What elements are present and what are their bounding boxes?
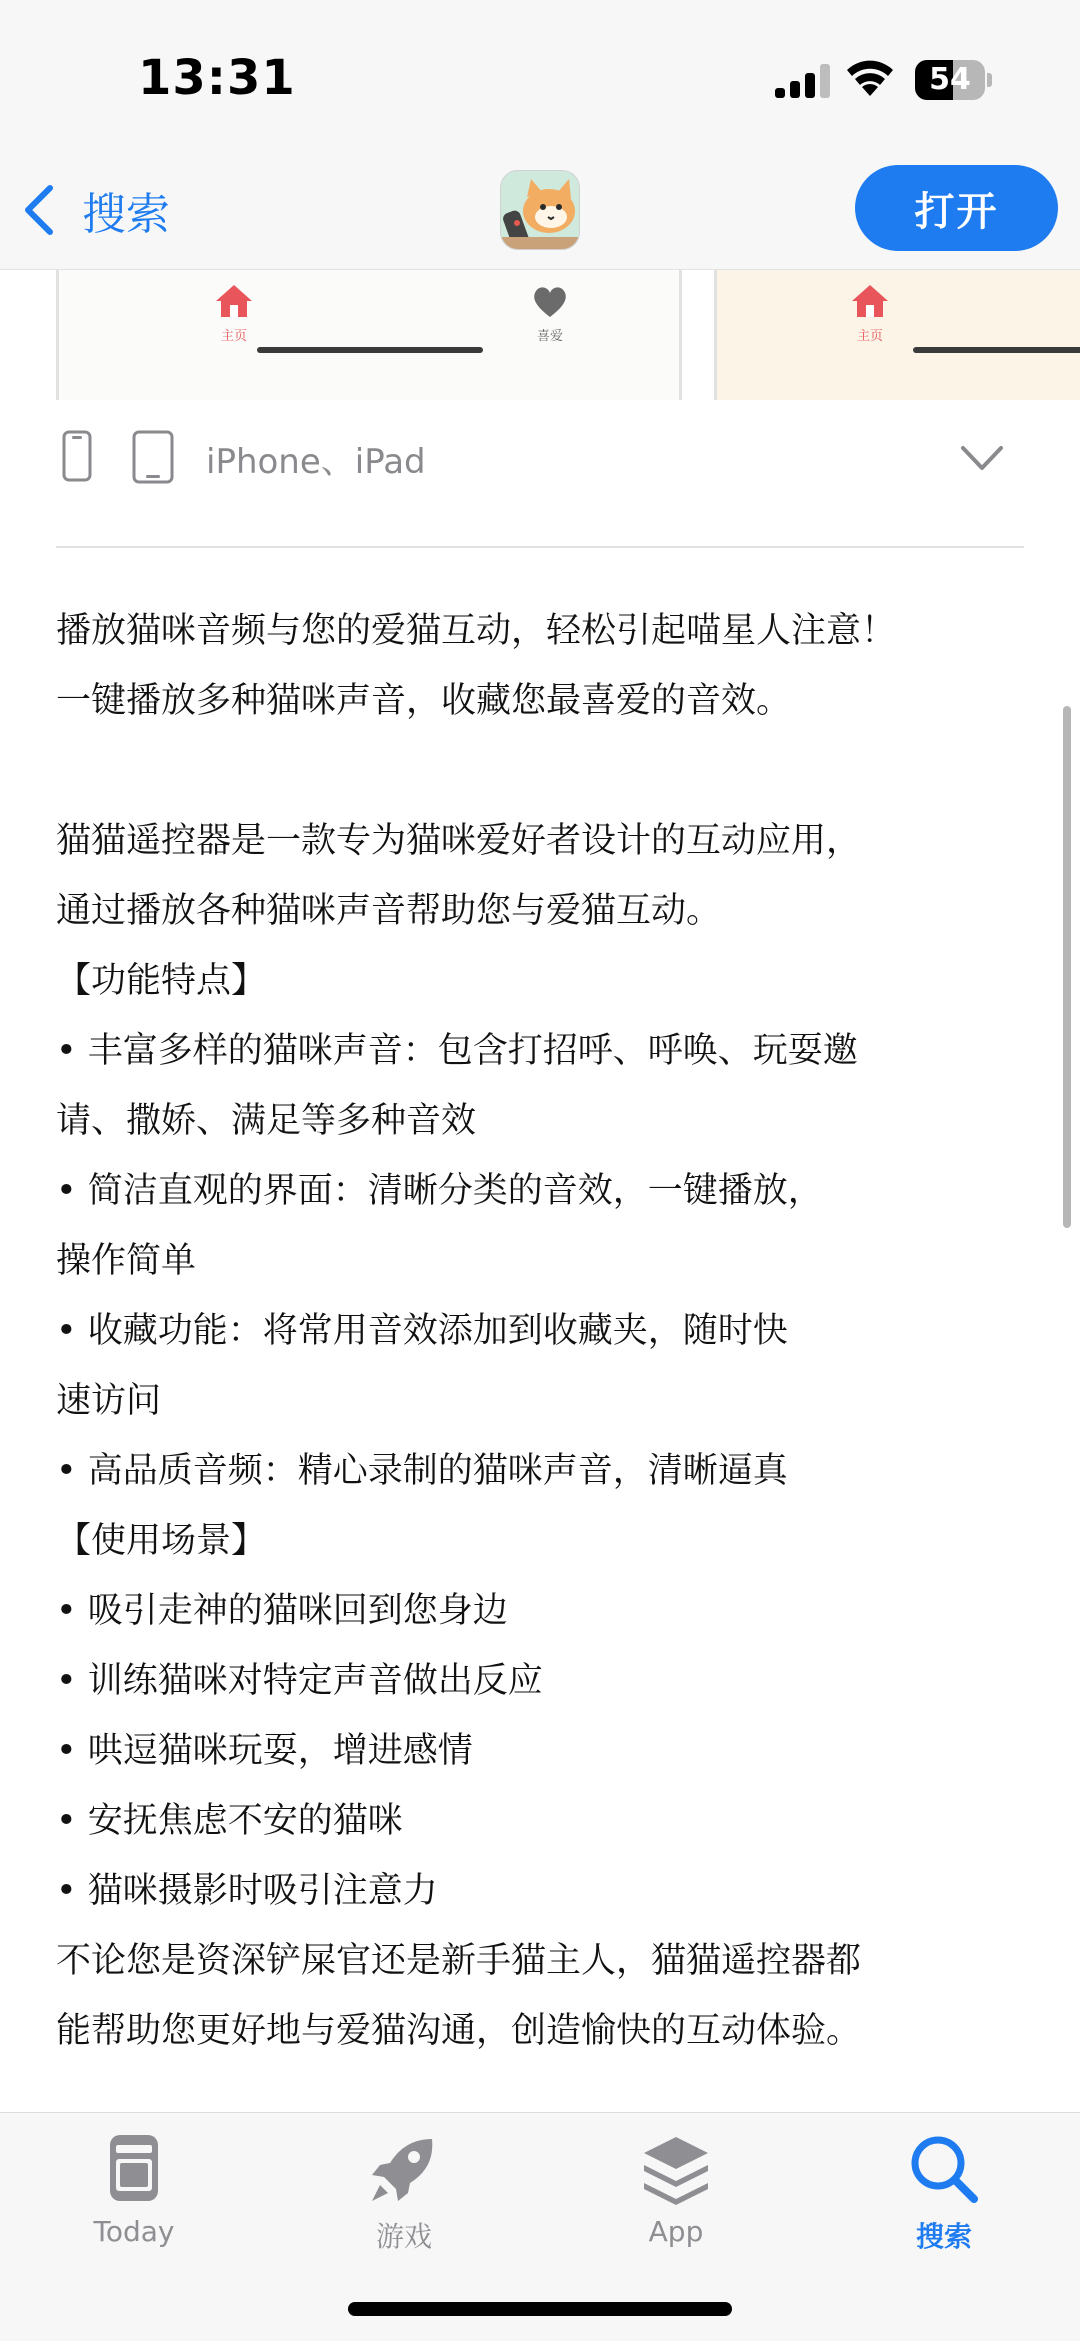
device-label: iPhone、iPad — [206, 442, 426, 482]
mini-tab-home-label: 主页 — [856, 329, 883, 344]
wifi-icon — [845, 58, 895, 98]
screenshot-carousel[interactable] — [0, 270, 1080, 400]
tab-games-label: 游戏 — [375, 2220, 432, 2253]
mini-tab-favorite — [515, 283, 585, 344]
description-line: • 训练猫咪对特定声音做出反应 — [56, 1661, 543, 1701]
nav-bar — [0, 150, 1080, 270]
screenshot-2[interactable] — [714, 270, 1080, 400]
open-button[interactable]: 打开 — [855, 165, 1058, 251]
description-line: • 吸引走神的猫咪回到您身边 — [56, 1591, 508, 1631]
description-line: 通过播放各种猫咪声音帮助您与爱猫互动。 — [56, 891, 722, 931]
battery-icon — [915, 60, 991, 100]
description-line: • 安抚焦虑不安的猫咪 — [56, 1801, 403, 1841]
app-icon[interactable] — [500, 170, 580, 250]
description-line: 【使用场景】 — [56, 1521, 267, 1561]
description-line: • 猫咪摄影时吸引注意力 — [56, 1871, 438, 1911]
search-icon — [906, 2131, 982, 2207]
mini-tab-home — [199, 283, 269, 344]
home-icon — [850, 283, 890, 319]
iphone-icon — [62, 430, 92, 482]
tab-today-label: Today — [93, 2215, 175, 2248]
chevron-left-icon — [22, 184, 56, 236]
tab-today[interactable] — [34, 2131, 234, 2248]
battery-percent: 54 — [929, 62, 971, 97]
status-bar — [0, 0, 1080, 150]
description-line: • 高品质音频：精心录制的猫咪声音，清晰逼真 — [56, 1451, 788, 1491]
device-compatibility-row[interactable] — [56, 420, 1024, 500]
description-line: 一键播放多种猫咪声音，收藏您最喜爱的音效。 — [56, 681, 792, 721]
tab-apps[interactable] — [576, 2131, 776, 2248]
mini-tab-home-label: 主页 — [220, 329, 247, 344]
screenshot-home-indicator — [257, 347, 483, 353]
description-line: • 简洁直观的界面：清晰分类的音效，一键播放， — [56, 1171, 823, 1211]
description-line — [56, 736, 1024, 806]
screenshot-1[interactable] — [56, 270, 682, 400]
description-line: 不论您是资深铲屎官还是新手猫主人，猫猫遥控器都 — [56, 1941, 862, 1981]
status-time: 13:31 — [138, 50, 296, 106]
description-line: • 收藏功能：将常用音效添加到收藏夹，随时快 — [56, 1311, 788, 1351]
app-stack-icon — [638, 2131, 714, 2207]
rocket-icon — [366, 2131, 442, 2207]
tab-games[interactable] — [304, 2131, 504, 2255]
mini-tab-home — [835, 283, 905, 344]
description-line: 操作简单 — [56, 1241, 197, 1281]
description-line: • 哄逗猫咪玩耍，增进感情 — [56, 1731, 473, 1771]
divider — [56, 546, 1024, 548]
heart-icon — [530, 283, 570, 319]
cat-remote-icon — [501, 171, 580, 250]
home-icon — [214, 283, 254, 319]
description-line: 速访问 — [56, 1381, 162, 1421]
cellular-signal-icon — [775, 64, 831, 98]
back-button[interactable] — [22, 178, 170, 242]
description-line: 播放猫咪音频与您的爱猫互动，轻松引起喵星人注意！ — [56, 611, 897, 651]
tab-apps-label: App — [648, 2215, 704, 2248]
mini-tab-favorite-label: 喜爱 — [536, 329, 563, 344]
scrollbar[interactable] — [1063, 706, 1071, 1228]
screenshot-home-indicator — [913, 347, 1080, 353]
description-line: 【功能特点】 — [56, 961, 267, 1001]
tab-search[interactable] — [844, 2131, 1044, 2255]
back-label: 搜索 — [82, 189, 170, 240]
app-description — [56, 596, 1024, 2066]
today-icon — [96, 2131, 172, 2207]
description-line: 猫猫遥控器是一款专为猫咪爱好者设计的互动应用， — [56, 821, 862, 861]
home-indicator — [348, 2302, 732, 2316]
chevron-down-icon[interactable] — [960, 444, 1004, 472]
description-line: 请、撒娇、满足等多种音效 — [56, 1101, 477, 1141]
description-line: 能帮助您更好地与爱猫沟通，创造愉快的互动体验。 — [56, 2011, 862, 2051]
description-line: • 丰富多样的猫咪声音：包含打招呼、呼唤、玩耍邀 — [56, 1031, 858, 1071]
ipad-icon — [132, 430, 174, 484]
tab-search-label: 搜索 — [915, 2220, 972, 2253]
